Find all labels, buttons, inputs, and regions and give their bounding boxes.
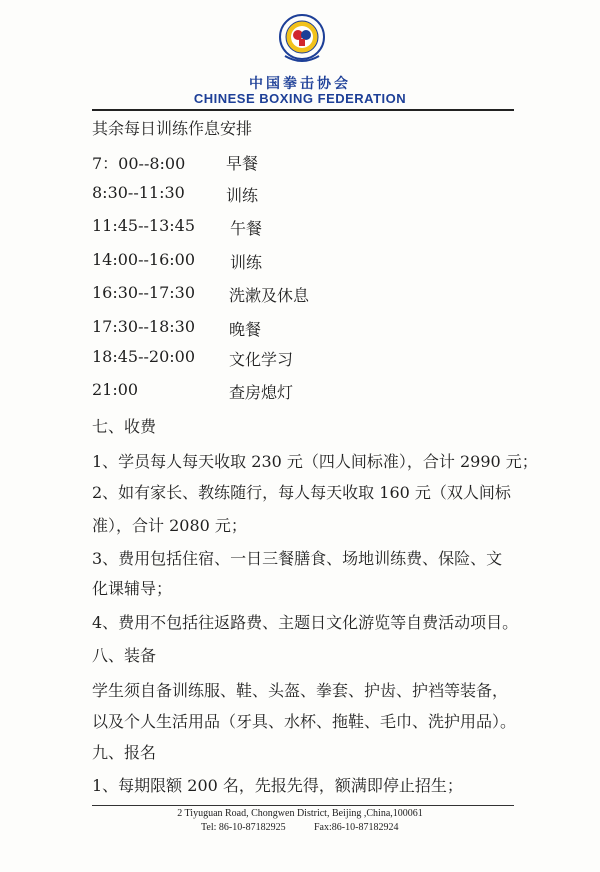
schedule-time: 14:00--16:00: [92, 250, 196, 269]
equipment-line-1: 学生须自备训练服、鞋、头盔、拳套、护齿、护裆等装备，: [92, 681, 509, 700]
schedule-time: 11:45--13:45: [92, 216, 196, 235]
fees-item-4: 4、费用不包括往返路费、主题日文化游览等自费活动项目。: [92, 613, 519, 632]
schedule-activity: 午餐: [230, 219, 263, 238]
fees-item-2: 2、如有家长、教练随行，每人每天收取 160 元（双人间标: [92, 483, 511, 502]
registration-item-1: 1、每期限额 200 名，先报先得，额满即停止招生；: [92, 776, 463, 795]
org-name-english: CHINESE BOXING FEDERATION: [193, 91, 407, 106]
header-divider: [92, 109, 514, 111]
org-name-chinese: 中国拳击协会: [249, 76, 351, 92]
footer-divider: [92, 805, 514, 806]
footer-tel: Tel: 86-10-87182925: [201, 822, 286, 833]
footer-fax: Fax:86-10-87182924: [314, 822, 399, 833]
fees-item-2-cont: 准），合计 2080 元；: [92, 516, 247, 535]
fees-item-3: 3、费用包括住宿、一日三餐膳食、场地训练费、保险、文: [92, 549, 503, 568]
fees-item-1: 1、学员每人每天收取 230 元（四人间标准），合计 2990 元；: [92, 452, 538, 471]
registration-heading: 九、报名: [92, 743, 157, 762]
schedule-time: 21:00: [92, 380, 139, 399]
schedule-time: 18:45--20:00: [92, 347, 196, 366]
federation-logo-icon: [277, 12, 327, 70]
schedule-activity: 早餐: [226, 154, 259, 173]
schedule-activity: 训练: [230, 253, 263, 272]
fees-heading: 七、收费: [92, 417, 157, 436]
equipment-line-2: 以及个人生活用品（牙具、水杯、拖鞋、毛巾、洗护用品）。: [92, 712, 517, 731]
footer-address: 2 Tiyuguan Road, Chongwen District, Beijing ,China,100061: [177, 808, 423, 819]
schedule-time: 8:30--11:30: [92, 183, 185, 202]
equipment-heading: 八、装备: [92, 646, 157, 665]
schedule-activity: 训练: [226, 186, 259, 205]
schedule-time: 7：00--8:00: [92, 154, 186, 173]
schedule-time: 17:30--18:30: [92, 317, 196, 336]
schedule-heading: 其余每日训练作息安排: [92, 119, 253, 138]
schedule-activity: 文化学习: [229, 350, 294, 369]
schedule-time: 16:30--17:30: [92, 283, 196, 302]
fees-item-3-cont: 化课辅导；: [92, 579, 173, 598]
schedule-activity: 洗漱及休息: [229, 286, 310, 305]
schedule-activity: 晚餐: [229, 320, 262, 339]
schedule-activity: 查房熄灯: [229, 383, 294, 402]
